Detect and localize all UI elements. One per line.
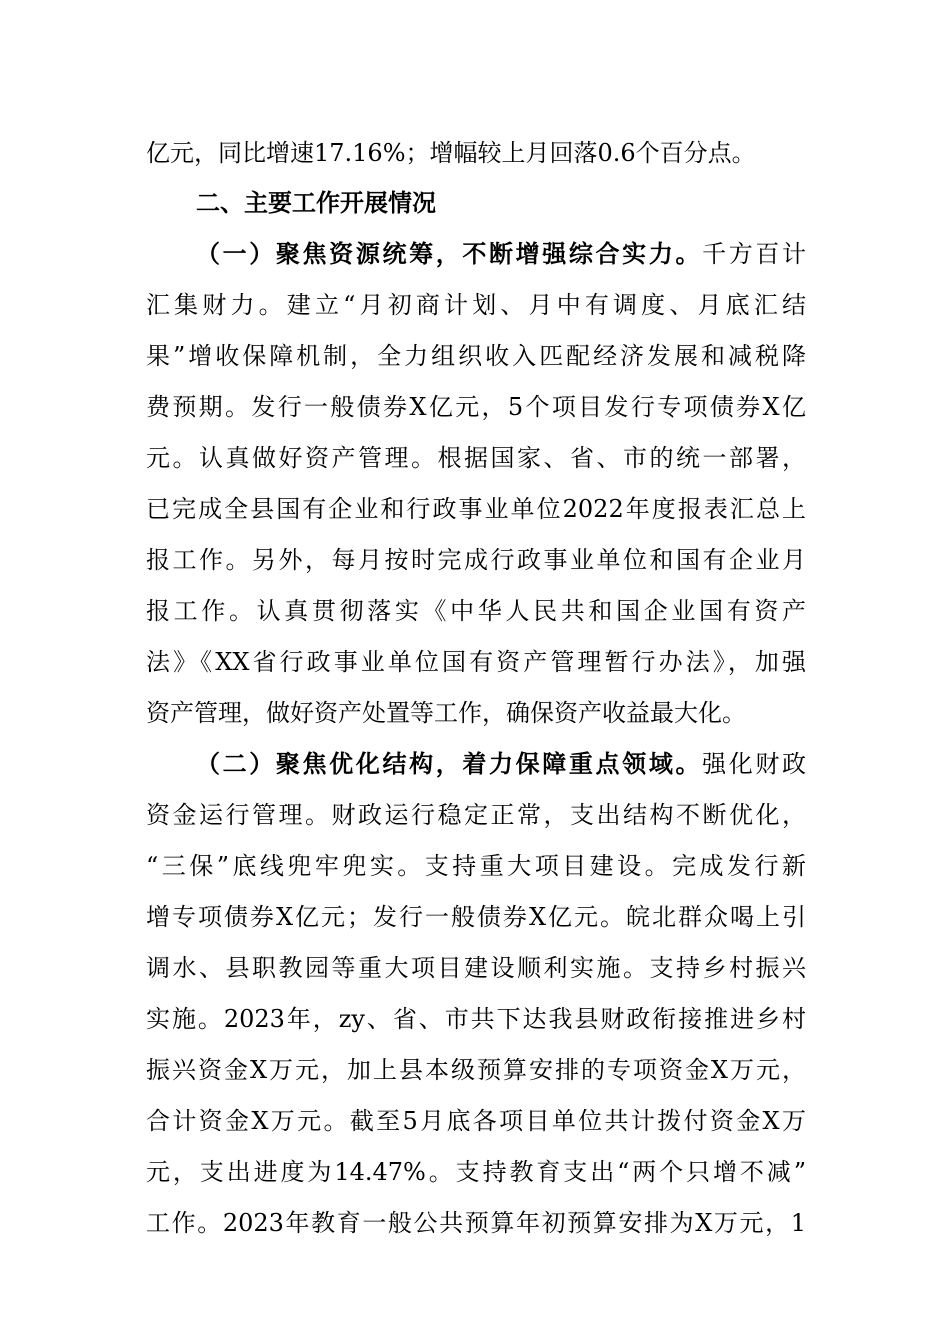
- body-line: 资金运行管理。财政运行稳定正常，支出结构不断优化，: [146, 801, 806, 829]
- paragraph-2-lead-rest: 强化财政: [702, 750, 807, 778]
- body-line: 合计资金X万元。截至5月底各项目单位共计拨付资金X万: [146, 1107, 806, 1135]
- body-line: 实施。2023年，zy、省、市共下达我县财政衔接推进乡村: [146, 1005, 806, 1033]
- paragraph-2-lead: （二）聚焦优化结构，着力保障重点领域。: [196, 749, 703, 778]
- body-line: 果”增收保障机制，全力组织收入匹配经济发展和减税降: [146, 342, 806, 370]
- paragraph-1-first-line: [196, 237, 806, 271]
- section-heading: 二、主要工作开展情况: [196, 188, 436, 217]
- body-line: “三保”底线兜牢兜实。支持重大项目建设。完成发行新: [146, 852, 806, 880]
- paragraph-2-first-line: [196, 747, 806, 781]
- body-line: 法》《XX省行政事业单位国有资产管理暂行办法》，加强: [146, 648, 806, 676]
- body-line: 汇集财力。建立“月初商计划、月中有调度、月底汇结: [146, 291, 806, 319]
- body-line: 报工作。另外，每月按时完成行政事业单位和国有企业月: [146, 546, 806, 574]
- body-line: 元，支出进度为14.47%。支持教育支出“两个只增不减”: [146, 1158, 806, 1186]
- body-line: 调水、县职教园等重大项目建设顺利实施。支持乡村振兴: [146, 954, 806, 982]
- body-line: 报工作。认真贯彻落实《中华人民共和国企业国有资产: [146, 597, 806, 625]
- body-line: 增专项债券X亿元；发行一般债券X亿元。皖北群众喝上引: [146, 903, 806, 931]
- body-line: 亿元，同比增速17.16%；增幅较上月回落0.6个百分点。: [146, 139, 756, 167]
- paragraph-1-lead-rest: 千方百计: [702, 240, 807, 268]
- body-line: 资产管理，做好资产处置等工作，确保资产收益最大化。: [146, 699, 746, 727]
- body-line: 费预期。发行一般债券X亿元，5个项目发行专项债券X亿: [146, 393, 806, 421]
- body-line: 振兴资金X万元，加上县本级预算安排的专项资金X万元，: [146, 1056, 806, 1084]
- paragraph-1-lead: （一）聚焦资源统筹，不断增强综合实力。: [196, 239, 703, 268]
- body-line: 元。认真做好资产管理。根据国家、省、市的统一部署，: [146, 444, 806, 472]
- body-line: 已完成全县国有企业和行政事业单位2022年度报表汇总上: [146, 495, 806, 523]
- body-line: 工作。2023年教育一般公共预算年初预算安排为X万元，1: [146, 1209, 806, 1237]
